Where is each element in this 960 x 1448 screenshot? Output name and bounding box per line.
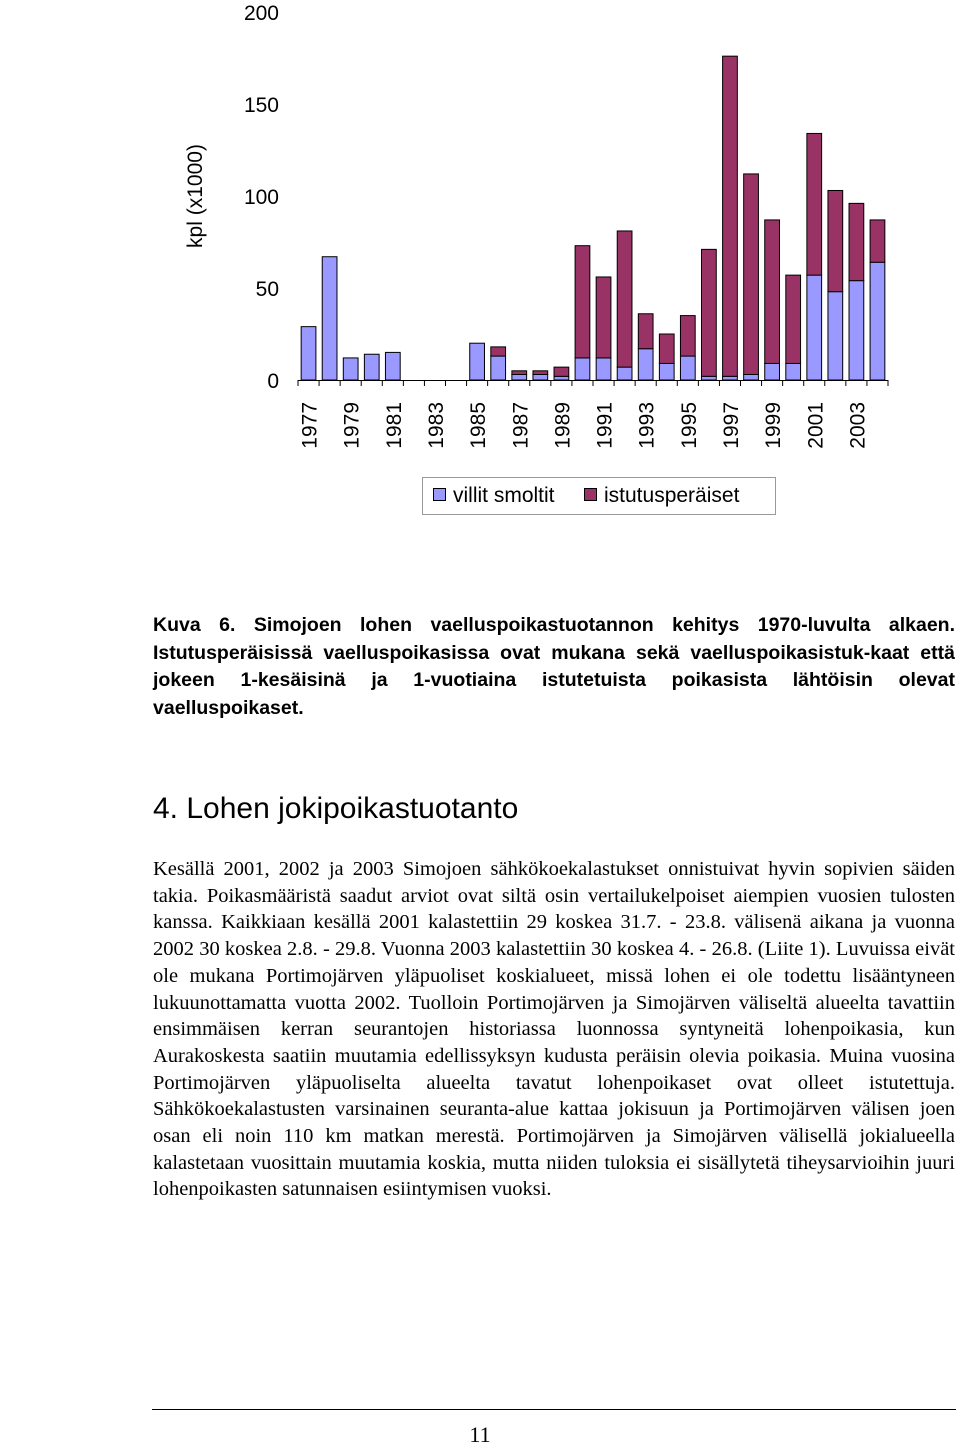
x-tick-label: 1991 [593, 402, 617, 449]
bar-villit-smoltit-1997 [723, 376, 738, 380]
bar-villit-smoltit-1995 [680, 356, 695, 380]
bar-istutusperaiset-1988 [533, 371, 548, 375]
bar-villit-smoltit-1985 [470, 343, 485, 380]
bar-villit-smoltit-1981 [385, 352, 400, 380]
caption-text: Simojoen lohen vaelluspoikastuotannon kehitys 1970-luvulta alkaen. Istutusperäisissä vaelluspoikasissa ovat mukana sekä vaelluspoikasistuk-kaat että jokeen 1-kesäisinä ja 1-vuotiaina istutetuista poikasista lähtöisin olevat vaelluspoikaset. [153, 614, 955, 719]
bar-villit-smoltit-2000 [786, 363, 801, 380]
chart-legend [422, 477, 776, 515]
bar-istutusperaiset-1993 [638, 314, 653, 349]
x-tick-label: 1999 [762, 402, 786, 449]
x-tick-label: 1985 [467, 402, 491, 449]
bar-villit-smoltit-1996 [702, 376, 717, 380]
x-tick-label: 2001 [804, 402, 828, 449]
bar-villit-smoltit-1994 [659, 363, 674, 380]
bar-istutusperaiset-2003 [849, 203, 864, 280]
bar-istutusperaiset-1999 [765, 220, 780, 364]
bar-istutusperaiset-1991 [596, 277, 611, 358]
x-tick-label: 1995 [677, 402, 701, 449]
legend-swatch-villit-smoltit [433, 488, 446, 501]
x-tick-label: 1993 [635, 402, 659, 449]
bar-istutusperaiset-1995 [680, 316, 695, 356]
y-tick-label: 0 [267, 370, 279, 393]
bar-villit-smoltit-2004 [870, 262, 885, 380]
bar-villit-smoltit-2002 [828, 292, 843, 380]
page-number: 11 [469, 1422, 491, 1447]
bar-istutusperaiset-1987 [512, 371, 527, 375]
bar-istutusperaiset-2001 [807, 133, 822, 275]
bars [301, 56, 885, 380]
bar-istutusperaiset-1997 [723, 56, 738, 376]
bar-villit-smoltit-1977 [301, 327, 316, 380]
bar-chart [0, 0, 960, 470]
bar-istutusperaiset-2000 [786, 275, 801, 363]
bar-istutusperaiset-1990 [575, 246, 590, 358]
x-tick-label: 1989 [551, 402, 575, 449]
bar-istutusperaiset-1992 [617, 231, 632, 367]
bar-villit-smoltit-1989 [554, 376, 569, 380]
bar-villit-smoltit-1979 [343, 358, 358, 380]
figure-caption [153, 612, 955, 722]
bar-istutusperaiset-2002 [828, 190, 843, 291]
bar-villit-smoltit-1998 [744, 374, 759, 380]
bar-villit-smoltit-2003 [849, 281, 864, 380]
bar-villit-smoltit-1988 [533, 374, 548, 380]
bar-istutusperaiset-1996 [702, 249, 717, 376]
bar-villit-smoltit-1986 [491, 356, 506, 380]
footer-divider [152, 1409, 956, 1410]
legend-swatch-istutusperaiset [584, 488, 597, 501]
bar-istutusperaiset-2004 [870, 220, 885, 262]
body-paragraph: Kesällä 2001, 2002 ja 2003 Simojoen sähkökoekalastukset onnistuivat hyvin sopivien säiden takia. Poikasmääristä saadut arviot ovat siltä osin vertailukelpoiset aiempien vuosien tulosten kanssa. Kaikkiaan kesällä 2001 kalastettiin 29 koskea 31.7. - 23.8. välisenä aikana ja vuonna 2002 30 koskea 2.8. - 29.8. Vuonna 2003 kalastettiin 30 koskea 4. - 26.8. (Liite 1). Luvuissa eivät ole mukana Portimojärven yläpuoliset koskialueet, missä lohen ei ole todettu lisääntyneen lukuunottamatta vuotta 2002. Tuolloin Portimojärven ja Simojärven väliseltä alueelta tavattiin ensimmäisen kerran seurantojen historiassa luonnossa syntyneitä lohenpoikasia, kun Aurakoskesta saatiin muutamia edellissyksyn kudusta peräisin olevia poikasia. Muina vuosina Portimojärven yläpuoliselta alueelta tavatut lohenpoikaset ovat olleet istutettuja. Sähkökoekalastusten varsinainen seuranta-alue kattaa jokisuun ja Portimojärven välisen joen osan eli noin 110 km matkan merestä. Portimojärven ja Simojärven välisellä jokialueella kalastetaan vuosittain muutamia koskia, mutta niiden tuloksia ei sisällytetä tiheysarvioihin juuri lohenpoikasten satunnaisen esiintymisen vuoksi. [153, 858, 955, 1201]
bar-villit-smoltit-1990 [575, 358, 590, 380]
x-tick-label: 1981 [382, 402, 406, 449]
x-tick-label: 1979 [340, 402, 364, 449]
x-tick-label: 1983 [424, 402, 448, 449]
bar-villit-smoltit-2001 [807, 275, 822, 380]
bar-villit-smoltit-1993 [638, 349, 653, 380]
bar-villit-smoltit-1980 [364, 354, 379, 380]
bar-istutusperaiset-1998 [744, 174, 759, 375]
bar-istutusperaiset-1994 [659, 334, 674, 363]
bar-villit-smoltit-1987 [512, 374, 527, 380]
y-axis-label: kpl (x1000) [184, 144, 207, 248]
bar-villit-smoltit-1999 [765, 363, 780, 380]
bar-villit-smoltit-1978 [322, 257, 337, 380]
x-tick-label: 1977 [298, 402, 322, 449]
bar-istutusperaiset-1986 [491, 347, 506, 356]
x-tick-label: 2003 [846, 402, 870, 449]
bar-villit-smoltit-1992 [617, 367, 632, 380]
bar-villit-smoltit-1991 [596, 358, 611, 380]
caption-label: Kuva 6. [153, 614, 236, 636]
bar-istutusperaiset-1989 [554, 367, 569, 376]
y-tick-label: 50 [255, 278, 279, 301]
legend-label-istutusperaiset: istutusperäiset [604, 484, 740, 507]
section-heading: 4. Lohen jokipoikastuotanto [153, 792, 519, 825]
x-axis [298, 380, 888, 449]
y-tick-label: 150 [243, 94, 279, 117]
x-tick-label: 1997 [719, 402, 743, 449]
y-tick-label: 200 [243, 2, 279, 25]
x-tick-label: 1987 [509, 402, 533, 449]
legend-label-villit-smoltit: villit smoltit [453, 484, 555, 507]
y-tick-label: 100 [243, 186, 279, 209]
y-axis [244, 2, 279, 393]
